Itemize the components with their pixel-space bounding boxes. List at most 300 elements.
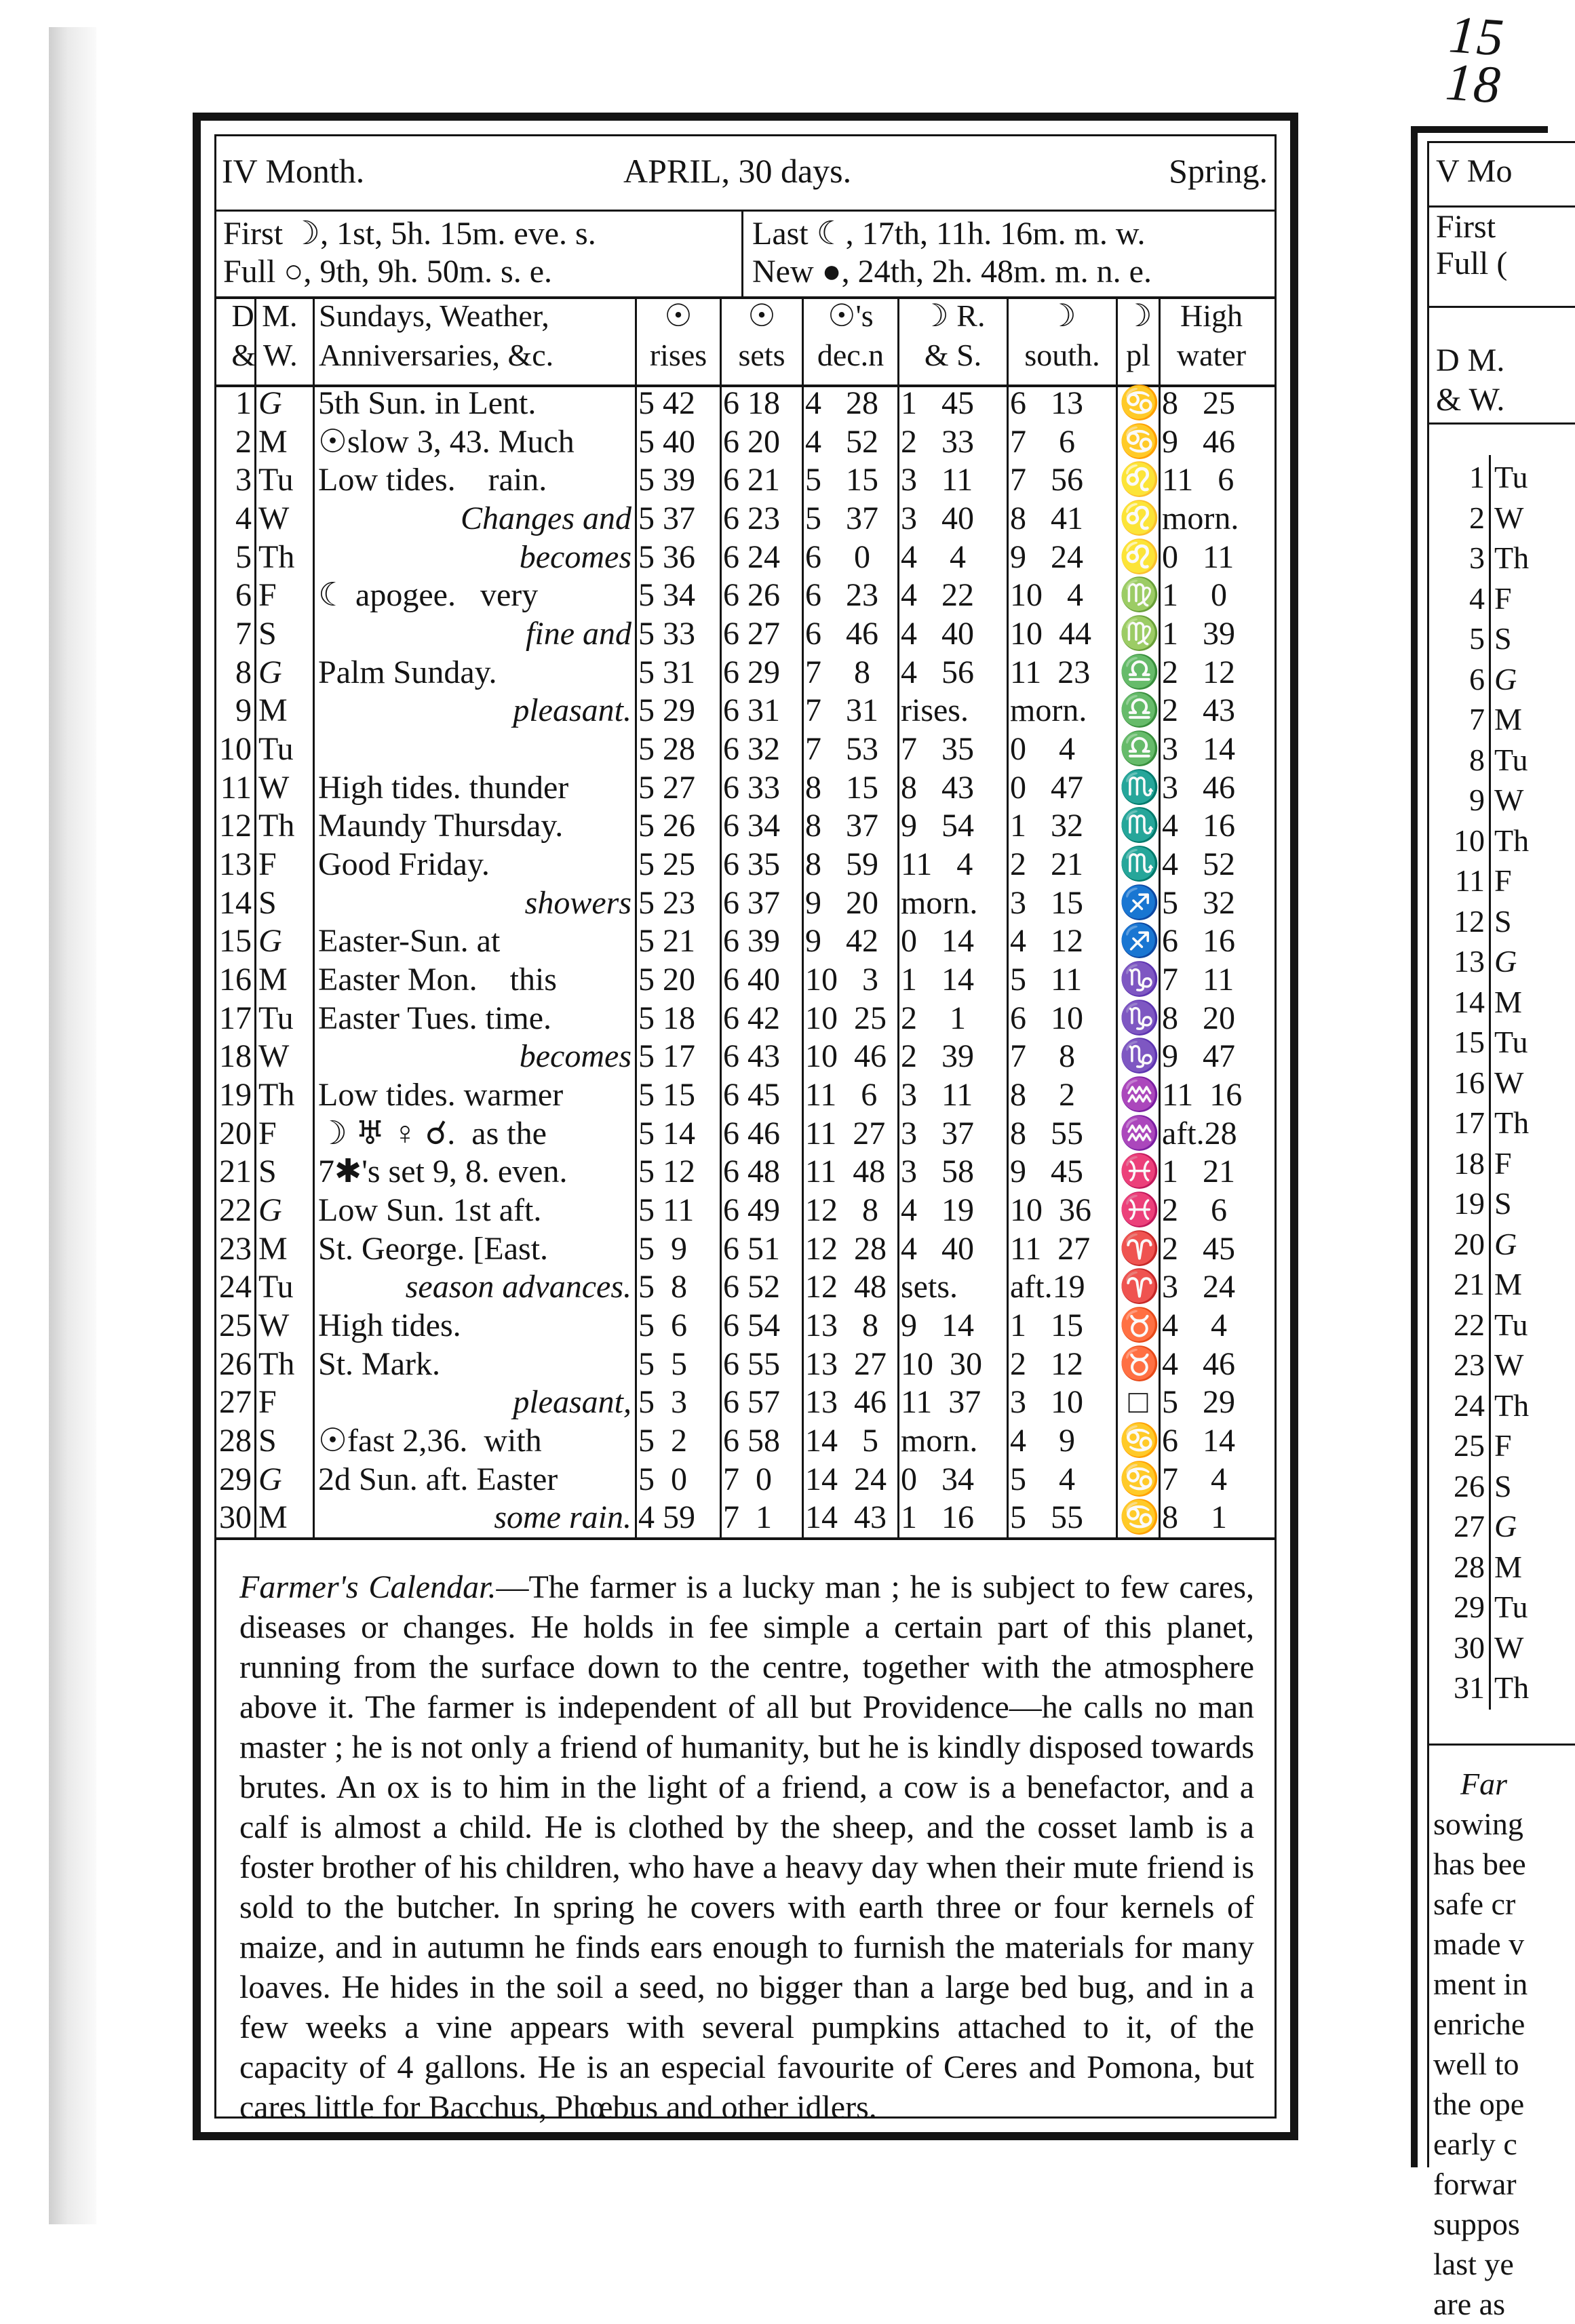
- weekday: G: [258, 385, 282, 421]
- moon-rise-set: morn.: [901, 884, 978, 921]
- table-row: [216, 500, 1275, 538]
- moon-rise-set: 2 39: [901, 1038, 974, 1075]
- moon-south: 8 2: [1010, 1077, 1075, 1113]
- high-water: 8 1: [1162, 1499, 1227, 1536]
- sun-sets: 6 45: [723, 1077, 780, 1113]
- moon-south: 8 55: [1010, 1115, 1083, 1151]
- next-page-row: [1429, 863, 1565, 899]
- table-row: [216, 1461, 1275, 1499]
- table-row: [216, 461, 1275, 500]
- moon-place: ♈: [1119, 1269, 1160, 1305]
- moon-south: 0 4: [1010, 731, 1075, 767]
- next-day-number: 17: [1454, 1105, 1485, 1141]
- sun-rises: 5 3: [638, 1384, 687, 1421]
- sun-declination: 4 52: [805, 423, 878, 460]
- next-page-text-line: are as: [1433, 2287, 1505, 2321]
- moon-rise-set: 3 11: [901, 1077, 973, 1113]
- high-water: 2 12: [1162, 654, 1235, 690]
- page-number: 15 18: [1443, 4, 1507, 115]
- weather-note: Easter Mon. this: [318, 962, 557, 998]
- day-number: 14: [219, 884, 252, 921]
- next-weekday: S: [1494, 1468, 1512, 1503]
- col-moon-place: ☽ pl: [1124, 298, 1152, 372]
- moon-south: 6 13: [1010, 385, 1083, 421]
- weekday: G: [258, 654, 282, 690]
- sun-sets: 6 21: [723, 462, 780, 498]
- table-row: [216, 884, 1275, 923]
- next-page-fragment: [1411, 126, 1548, 2321]
- phases-right: [752, 215, 1152, 291]
- moon-south: 11 27: [1010, 1230, 1091, 1267]
- moon-place: ♏: [1119, 769, 1160, 806]
- moon-rise-set: 7 35: [901, 731, 974, 767]
- next-weekday: S: [1494, 903, 1512, 939]
- table-row: [216, 1000, 1275, 1038]
- moon-place: ♎: [1119, 731, 1160, 767]
- weather-note: Changes and: [461, 500, 631, 536]
- high-water: 6 16: [1162, 923, 1235, 960]
- next-weekday: Tu: [1494, 1025, 1528, 1060]
- moon-rise-set: morn.: [901, 1423, 978, 1459]
- sun-rises: 5 39: [638, 462, 695, 498]
- next-day-number: 5: [1469, 621, 1485, 656]
- weather-note: ☉slow 3, 43. Much: [318, 423, 575, 460]
- high-water: 7 4: [1162, 1461, 1227, 1497]
- weather-note: High tides.: [318, 1307, 461, 1343]
- next-page-row: [1429, 1468, 1565, 1505]
- almanac-page: [193, 113, 1298, 2140]
- sun-sets: 6 24: [723, 538, 780, 575]
- weather-note: Low tides. rain.: [318, 462, 547, 498]
- next-day-number: 16: [1454, 1065, 1485, 1100]
- next-page-text-line: last ye: [1433, 2247, 1514, 2281]
- weekday: G: [258, 1192, 282, 1228]
- next-day-number: 18: [1454, 1145, 1485, 1181]
- sun-rises: 5 15: [638, 1077, 695, 1113]
- moon-south: aft.19: [1010, 1269, 1085, 1305]
- table-row: [216, 807, 1275, 846]
- next-page-row: [1429, 1185, 1565, 1222]
- weekday: W: [258, 1307, 290, 1343]
- moon-place: ♎: [1119, 654, 1160, 690]
- weather-note: pleasant.: [513, 692, 631, 729]
- next-rule-3: [1429, 422, 1575, 425]
- high-water: 2 45: [1162, 1230, 1235, 1267]
- sun-declination: 12 28: [805, 1230, 887, 1267]
- high-water: 1 0: [1162, 577, 1227, 614]
- next-page-text-line: made v: [1433, 1927, 1525, 1961]
- day-number: 27: [219, 1384, 252, 1421]
- day-number: 19: [219, 1077, 252, 1113]
- weekday: W: [258, 769, 290, 806]
- next-day-number: 21: [1454, 1267, 1485, 1302]
- sun-declination: 7 8: [805, 654, 870, 690]
- sun-declination: 5 37: [805, 500, 878, 536]
- high-water: 5 32: [1162, 884, 1235, 921]
- col-sundays: Sundays, Weather, Anniversaries, &c.: [319, 298, 554, 372]
- moon-south: 11 23: [1010, 654, 1091, 690]
- sun-rises: 5 20: [638, 962, 695, 998]
- weekday: F: [258, 846, 277, 882]
- next-weekday: W: [1494, 1065, 1524, 1100]
- day-number: 16: [219, 962, 252, 998]
- weekday: M: [258, 962, 288, 998]
- day-number: 24: [219, 1269, 252, 1305]
- sun-sets: 6 48: [723, 1154, 780, 1190]
- sun-rises: 5 37: [638, 500, 695, 536]
- moon-south: 0 47: [1010, 769, 1083, 806]
- col-moon-south: ☽ south.: [1024, 298, 1100, 372]
- moon-rise-set: 11 37: [901, 1384, 981, 1421]
- moon-south: 4 12: [1010, 923, 1083, 960]
- table-row: [216, 1307, 1275, 1345]
- moon-place: ♒: [1119, 1115, 1160, 1151]
- next-page-row: [1429, 984, 1565, 1021]
- day-number: 23: [219, 1230, 252, 1267]
- moon-place: ♋: [1119, 385, 1160, 421]
- next-weekday: Tu: [1494, 460, 1528, 494]
- moon-rise-set: 4 22: [901, 577, 974, 614]
- moon-south: morn.: [1010, 692, 1087, 729]
- day-number: 29: [219, 1461, 252, 1497]
- moon-phases: [216, 210, 1275, 299]
- moon-south: 9 24: [1010, 538, 1083, 575]
- sun-declination: 7 31: [805, 692, 878, 729]
- moon-place: ♑: [1119, 1038, 1160, 1075]
- weather-note: High tides. thunder: [318, 769, 569, 806]
- day-number: 9: [235, 692, 252, 729]
- moon-place: ♉: [1119, 1307, 1160, 1343]
- moon-place: □: [1128, 1384, 1148, 1421]
- phases-left: [223, 215, 596, 291]
- sun-declination: 7 53: [805, 731, 878, 767]
- sun-sets: 6 42: [723, 1000, 780, 1036]
- high-water: 4 46: [1162, 1345, 1235, 1382]
- next-page-row: [1429, 500, 1565, 536]
- moon-place: ♋: [1119, 1499, 1160, 1536]
- moon-rise-set: 2 1: [901, 1000, 966, 1036]
- sun-rises: 5 0: [638, 1461, 687, 1497]
- sun-rises: 5 17: [638, 1038, 695, 1075]
- sun-rises: 5 23: [638, 884, 695, 921]
- weekday: Th: [258, 1345, 295, 1382]
- moon-south: 10 36: [1010, 1192, 1091, 1228]
- weekday: W: [258, 500, 290, 536]
- sun-sets: 6 55: [723, 1345, 780, 1382]
- moon-rise-set: 9 54: [901, 808, 974, 844]
- day-number: 22: [219, 1192, 252, 1228]
- next-day-number: 26: [1454, 1468, 1485, 1503]
- high-water: 4 4: [1162, 1307, 1227, 1343]
- next-page-row: [1429, 782, 1565, 819]
- sun-sets: 6 54: [723, 1307, 780, 1343]
- sun-declination: 10 3: [805, 962, 878, 998]
- phases-divider: [741, 210, 743, 296]
- sun-sets: 6 27: [723, 616, 780, 652]
- next-page-row: [1429, 1670, 1565, 1706]
- month-number: IV Month.: [222, 152, 365, 190]
- moon-place: ♈: [1119, 1230, 1160, 1267]
- moon-south: 10 44: [1010, 616, 1091, 652]
- moon-south: 5 55: [1010, 1499, 1083, 1536]
- new-moon: New ●, 24th, 2h. 48m. m. n. e.: [752, 254, 1152, 290]
- next-full: Full (: [1436, 245, 1508, 281]
- table-row: [216, 1153, 1275, 1191]
- next-weekday: M: [1494, 702, 1522, 737]
- month-title: APRIL, 30 days.: [623, 152, 852, 190]
- weekday: G: [258, 923, 282, 960]
- next-page-row: [1429, 943, 1565, 980]
- next-weekday: M: [1494, 1549, 1522, 1584]
- next-page-row: [1429, 1105, 1565, 1141]
- table-row: [216, 1268, 1275, 1307]
- next-day-number: 4: [1469, 580, 1485, 616]
- sun-declination: 14 24: [805, 1461, 887, 1497]
- next-page-text-line: Far: [1460, 1767, 1507, 1801]
- next-day-number: 20: [1454, 1226, 1485, 1261]
- table-row: [216, 1038, 1275, 1076]
- next-page-text-line: well to: [1433, 2047, 1519, 2081]
- day-number: 30: [219, 1499, 252, 1536]
- moon-rise-set: 4 19: [901, 1192, 974, 1228]
- sun-rises: 5 31: [638, 654, 695, 690]
- next-weekday: W: [1494, 1630, 1524, 1665]
- moon-rise-set: 2 33: [901, 423, 974, 460]
- weekday: S: [258, 616, 277, 652]
- weather-note: ☾ apogee. very: [318, 577, 539, 614]
- next-page-text-line: safe cr: [1433, 1887, 1516, 1921]
- sun-sets: 6 57: [723, 1384, 780, 1421]
- moon-rise-set: 3 37: [901, 1115, 974, 1151]
- day-number: 12: [219, 808, 252, 844]
- last-quarter: Last ☾, 17th, 11h. 16m. m. w.: [752, 216, 1146, 252]
- next-day-number: 1: [1469, 460, 1485, 494]
- table-row: [216, 1345, 1275, 1384]
- high-water: 5 29: [1162, 1384, 1235, 1421]
- next-page-row: [1429, 1145, 1565, 1182]
- day-number: 3: [235, 462, 252, 498]
- high-water: 9 46: [1162, 423, 1235, 460]
- season: Spring.: [1169, 152, 1268, 190]
- high-water: 0 11: [1162, 538, 1234, 575]
- moon-place: ♎: [1119, 692, 1160, 729]
- weather-note: Palm Sunday.: [318, 654, 497, 690]
- weather-note: pleasant,: [513, 1384, 631, 1421]
- sun-declination: 9 42: [805, 923, 878, 960]
- high-water: 11 6: [1162, 462, 1234, 498]
- next-page-row: [1429, 1630, 1565, 1666]
- next-weekday: W: [1494, 783, 1524, 818]
- high-water: 2 6: [1162, 1192, 1227, 1228]
- next-page-text-line: sowing: [1433, 1807, 1523, 1841]
- next-day-number: 24: [1454, 1387, 1485, 1423]
- next-page-row: [1429, 1508, 1565, 1545]
- sun-declination: 9 20: [805, 884, 878, 921]
- next-page-text-line: the ope: [1433, 2087, 1525, 2121]
- day-number: 25: [219, 1307, 252, 1343]
- weekday: Tu: [258, 462, 294, 498]
- sun-sets: 6 52: [723, 1269, 780, 1305]
- moon-rise-set: 4 40: [901, 1230, 974, 1267]
- moon-rise-set: 11 4: [901, 846, 973, 882]
- next-rule-1: [1429, 205, 1575, 208]
- moon-place: ♋: [1119, 1423, 1160, 1459]
- next-weekday: Th: [1494, 1670, 1530, 1706]
- sun-sets: 6 26: [723, 577, 780, 614]
- moon-south: 7 8: [1010, 1038, 1075, 1075]
- sun-declination: 4 28: [805, 385, 878, 421]
- weather-note: some rain.: [494, 1499, 631, 1536]
- sun-sets: 6 35: [723, 846, 780, 882]
- next-page-row: [1429, 1065, 1565, 1101]
- sun-rises: 5 21: [638, 923, 695, 960]
- day-number: 18: [219, 1038, 252, 1075]
- next-page-row: [1429, 1226, 1565, 1263]
- moon-rise-set: 10 30: [901, 1345, 982, 1382]
- weather-note: Good Friday.: [318, 846, 490, 882]
- day-number: 6: [235, 577, 252, 614]
- next-page-text-line: suppos: [1433, 2207, 1520, 2241]
- high-water: 4 52: [1162, 846, 1235, 882]
- table-row: [216, 769, 1275, 808]
- next-weekday: Tu: [1494, 1307, 1528, 1342]
- weather-note: Easter Tues. time.: [318, 1000, 551, 1036]
- sun-sets: 6 29: [723, 654, 780, 690]
- sun-sets: 6 33: [723, 769, 780, 806]
- moon-south: 2 12: [1010, 1345, 1083, 1382]
- sun-sets: 6 46: [723, 1115, 780, 1151]
- weekday: F: [258, 1115, 277, 1151]
- weather-note: 7✱'s set 9, 8. even.: [318, 1154, 568, 1190]
- next-weekday: G: [1494, 1226, 1517, 1261]
- sun-sets: 6 49: [723, 1192, 780, 1228]
- moon-south: 5 4: [1010, 1461, 1075, 1497]
- high-water: 1 39: [1162, 616, 1235, 652]
- moon-south: 10 4: [1010, 577, 1083, 614]
- weekday: M: [258, 423, 288, 460]
- weekday: S: [258, 1423, 277, 1459]
- moon-south: 7 56: [1010, 462, 1083, 498]
- table-row: [216, 654, 1275, 692]
- col-dm: D M. & W.: [231, 298, 298, 372]
- sun-declination: 11 27: [805, 1115, 886, 1151]
- moon-place: ♒: [1119, 1077, 1160, 1113]
- next-weekday: F: [1494, 1428, 1512, 1463]
- moon-place: ♐: [1119, 884, 1160, 921]
- moon-place: ♓: [1119, 1154, 1160, 1190]
- sun-declination: 8 15: [805, 769, 878, 806]
- day-number: 15: [219, 923, 252, 960]
- day-rows: [216, 385, 1275, 1537]
- next-page-row: [1429, 1307, 1565, 1343]
- sun-rises: 5 9: [638, 1230, 687, 1267]
- next-page-row: [1429, 1266, 1565, 1303]
- moon-place: ♌: [1119, 462, 1160, 498]
- next-first: First: [1436, 209, 1496, 245]
- next-weekday: G: [1494, 661, 1517, 696]
- next-weekday: F: [1494, 863, 1512, 899]
- sun-sets: 7 0: [723, 1461, 772, 1497]
- next-weekday: Th: [1494, 823, 1530, 858]
- weather-note: Low tides. warmer: [318, 1077, 564, 1113]
- next-day-number: 2: [1469, 500, 1485, 535]
- moon-place: ♋: [1119, 423, 1160, 460]
- sun-declination: 8 59: [805, 846, 878, 882]
- next-col-dm: D M. & W.: [1436, 342, 1505, 418]
- moon-place: ♍: [1119, 577, 1160, 614]
- sun-sets: 6 37: [723, 884, 780, 921]
- moon-rise-set: rises.: [901, 692, 969, 729]
- moon-place: ♋: [1119, 1461, 1160, 1497]
- sun-rises: 5 2: [638, 1423, 687, 1459]
- next-day-number: 14: [1454, 984, 1485, 1019]
- full-moon: Full ○, 9th, 9h. 50m. s. e.: [223, 254, 553, 290]
- day-number: 7: [235, 616, 252, 652]
- sun-declination: 11 48: [805, 1154, 886, 1190]
- next-weekday: Tu: [1494, 1590, 1528, 1625]
- high-water: 2 43: [1162, 692, 1235, 729]
- next-day-number: 22: [1454, 1307, 1485, 1342]
- sun-rises: 5 33: [638, 616, 695, 652]
- next-month-label: V Mo: [1436, 153, 1513, 189]
- sun-sets: 6 23: [723, 500, 780, 536]
- next-weekday: F: [1494, 1145, 1512, 1181]
- next-day-number: 13: [1454, 944, 1485, 979]
- sun-rises: 5 34: [638, 577, 695, 614]
- sun-declination: 13 8: [805, 1307, 878, 1343]
- moon-place: ♏: [1119, 808, 1160, 844]
- sun-sets: 6 18: [723, 385, 780, 421]
- moon-place: ♑: [1119, 962, 1160, 998]
- moon-south: 2 21: [1010, 846, 1083, 882]
- weekday: G: [258, 1461, 282, 1497]
- almanac-frame: [214, 134, 1277, 2125]
- sun-rises: 5 28: [638, 731, 695, 767]
- next-weekday: W: [1494, 1347, 1524, 1383]
- sun-sets: 6 51: [723, 1230, 780, 1267]
- weekday: F: [258, 1384, 277, 1421]
- col-sets: ☉ sets: [738, 298, 785, 372]
- day-number: 20: [219, 1115, 252, 1151]
- sun-sets: 6 58: [723, 1423, 780, 1459]
- table-row: [216, 846, 1275, 884]
- next-day-number: 27: [1454, 1509, 1485, 1544]
- weekday: F: [258, 577, 277, 614]
- day-number: 2: [235, 423, 252, 460]
- moon-rise-set: 3 11: [901, 462, 973, 498]
- sun-rises: 5 6: [638, 1307, 687, 1343]
- next-page-text-line: has bee: [1433, 1847, 1526, 1881]
- moon-rise-set: 4 40: [901, 616, 974, 652]
- next-day-number: 8: [1469, 742, 1485, 777]
- farmers-calendar: [239, 1567, 1254, 2127]
- sun-declination: 6 0: [805, 538, 870, 575]
- table-row: [216, 1383, 1275, 1422]
- day-number: 1: [235, 385, 252, 421]
- sun-declination: 12 48: [805, 1269, 887, 1305]
- high-water: 9 47: [1162, 1038, 1235, 1075]
- moon-place: ♌: [1119, 538, 1160, 575]
- moon-south: 1 32: [1010, 808, 1083, 844]
- next-weekday: Th: [1494, 540, 1530, 576]
- high-water: 6 14: [1162, 1423, 1235, 1459]
- sun-rises: 5 36: [638, 538, 695, 575]
- next-page-text-line: forwar: [1433, 2167, 1517, 2201]
- moon-south: 3 10: [1010, 1384, 1083, 1421]
- day-number: 10: [219, 731, 252, 767]
- day-number: 28: [219, 1423, 252, 1459]
- weekday: S: [258, 884, 277, 921]
